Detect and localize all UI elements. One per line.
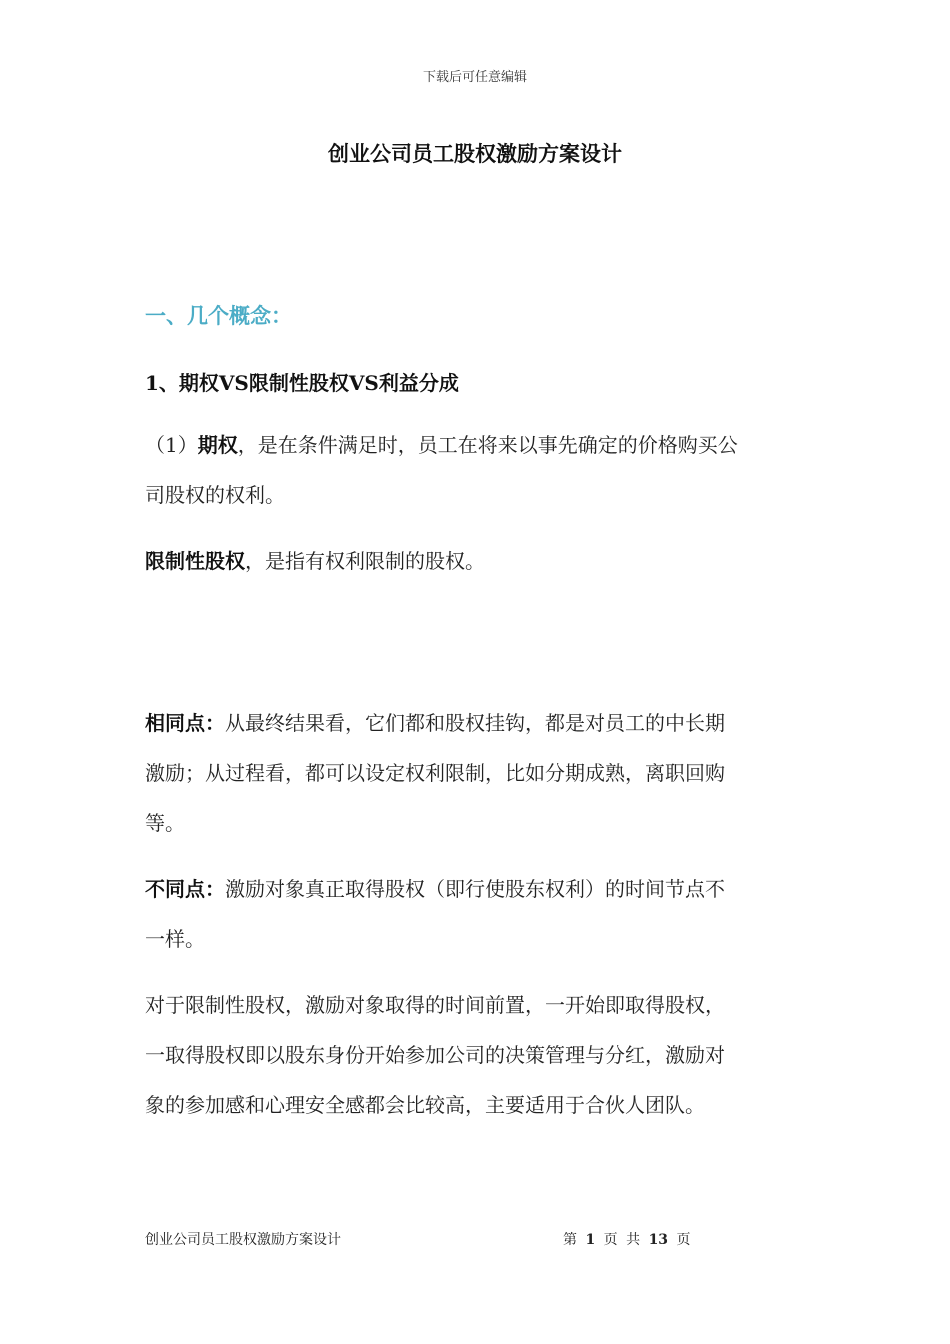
paragraph-similarities <box>145 698 810 848</box>
similar-line3-text: 等。 <box>145 811 185 835</box>
restricted-detail-line1: 对于限制性股权，激励对象取得的时间前置，一开始即取得股权， <box>145 993 725 1017</box>
page-current: 1 <box>585 1232 596 1248</box>
restricted-term: 限制性股权 <box>145 549 245 573</box>
option-line2-text: 司股权的权利。 <box>145 483 285 507</box>
page-suffix: 页 <box>676 1232 691 1248</box>
similar-line2-text: 激励；从过程看，都可以设定权利限制，比如分期成熟，离职回购 <box>145 761 725 785</box>
subheading-option-vs-restricted: 1、期权VS限制性股权VS利益分成 <box>145 371 459 395</box>
difference-line2-text: 一样。 <box>145 927 205 951</box>
header-note: 下载后可任意编辑 <box>422 70 527 85</box>
paragraph-restricted-definition <box>145 536 810 586</box>
option-line1-text: ，是在条件满足时，员工在将来以事先确定的价格购买公 <box>237 433 738 457</box>
difference-line1-text: 激励对象真正取得股权（即行使股东权利）的时间节点不 <box>225 877 725 901</box>
difference-term: 不同点： <box>145 877 225 901</box>
footer-page-number <box>563 1229 691 1249</box>
paragraph-option-definition <box>145 420 810 520</box>
page-prefix: 第 <box>563 1232 577 1248</box>
similar-line1-text: 从最终结果看，它们都和股权挂钩，都是对员工的中长期 <box>225 711 725 735</box>
paragraph-differences <box>145 864 810 964</box>
restricted-text: ，是指有权利限制的股权。 <box>245 549 485 573</box>
footer-document-name: 创业公司员工股权激励方案设计 <box>145 1232 341 1248</box>
page-total: 13 <box>648 1232 669 1248</box>
document-title: 创业公司员工股权激励方案设计 <box>328 141 622 166</box>
page-mid: 页 共 <box>603 1232 641 1248</box>
option-term: 期权 <box>197 433 238 457</box>
restricted-detail-line3: 象的参加感和心理安全感都会比较高，主要适用于合伙人团队。 <box>145 1093 705 1117</box>
restricted-detail-line2: 一取得股权即以股东身份开始参加公司的决策管理与分红，激励对 <box>145 1043 725 1067</box>
similar-term: 相同点： <box>145 711 225 735</box>
paragraph-restricted-detail <box>145 980 810 1130</box>
section-heading: 一、几个概念： <box>145 303 292 328</box>
option-prefix: （1） <box>145 433 198 457</box>
